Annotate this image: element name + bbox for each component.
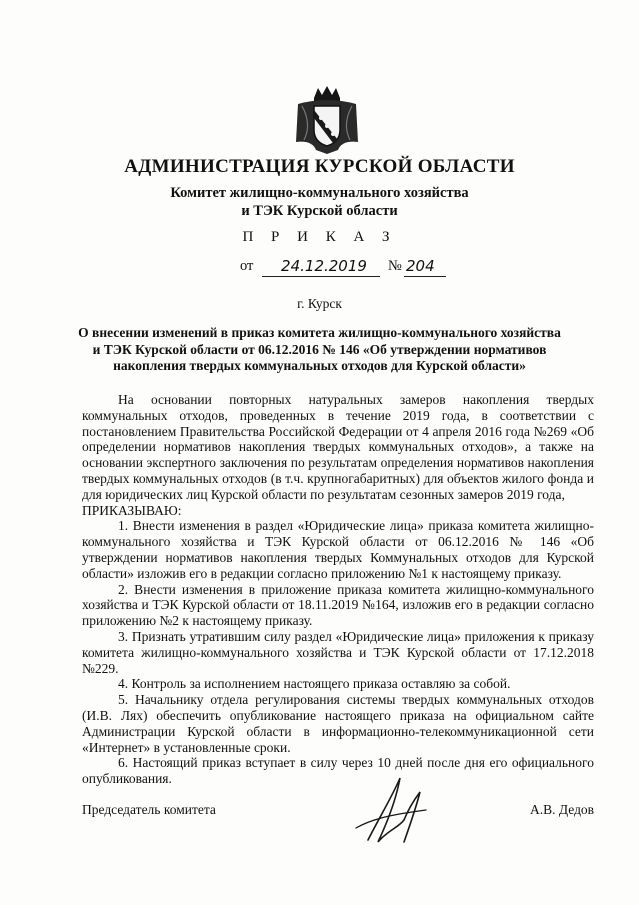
order-word: ПРИКАЗЫВАЮ:: [82, 502, 182, 518]
order-item-6: 6. Настоящий приказ вступает в силу через 10 дней после дня его официального опубликования.: [82, 755, 594, 787]
city: г. Курск: [297, 296, 342, 311]
order-date: 24.12.2019: [281, 257, 367, 275]
title-line-1: О внесении изменений в приказ комитета жилищно-коммунального хозяйства: [78, 325, 561, 340]
order-item-2: 2. Внести изменения в приложение приказа комитета жилищно-коммунального хозяйства и ТЭК Курской области от 18.11.2019 №164, изложив его в редакции согласно приложению №2 к настоящему приказу.: [82, 581, 594, 629]
signatory-name: А.В. Дедов: [530, 802, 595, 817]
committee-line-2: и ТЭК Курской области: [241, 203, 398, 219]
order-body: [82, 392, 594, 787]
order-number: 204: [406, 257, 435, 275]
title-line-3: накопления твердых коммунальных отходов для Курской области»: [113, 358, 526, 373]
title-line-2: и ТЭК Курской области от 06.12.2016 № 146 «Об утверждении нормативов: [92, 341, 547, 357]
order-item-4: 4. Контроль за исполнением настоящего приказа оставляю за собой.: [118, 676, 511, 692]
committee-line-1: Комитет жилищно-коммунального хозяйства: [170, 185, 469, 201]
committee-name: [0, 184, 639, 220]
administration-title: АДМИНИСТРАЦИЯ КУРСКОЙ ОБЛАСТИ: [124, 156, 515, 177]
order-item-5: 5. Начальнику отдела регулирования системы твердых коммунальных отходов (И.В. Лях) обеспечить опубликование настоящего приказа на официальном сайте Администрации Курской области в информационно-телекоммуникационной сети «Интернет» в установленные сроки.: [82, 692, 594, 755]
order-date-label: от: [240, 258, 254, 274]
handwritten-signature: [338, 770, 438, 855]
order-item-3: 3. Признать утратившим силу раздел «Юридические лица» приложения к приказу комитета жилищно-коммунального хозяйства и ТЭК Курской области от 17.12.2018 №229.: [82, 628, 594, 676]
kursk-coat-of-arms-icon: [292, 84, 362, 156]
date-underline: [262, 276, 380, 277]
order-title: [0, 325, 639, 375]
number-underline: [404, 276, 446, 277]
order-item-1: 1. Внести изменения в раздел «Юридические лица» приказа комитета жилищно-коммунального хозяйства и ТЭК Курской области от 06.12.2016 № 146 «Об утверждении нормативов накопления твердых Коммунальных отходов для Курской области» изложив его в редакции согласно приложению №1 к настоящему приказу.: [82, 518, 594, 581]
document-type: П Р И К А З: [242, 229, 397, 245]
signatory-position: Председатель комитета: [82, 802, 216, 817]
order-number-label: №: [388, 258, 402, 274]
preamble: На основании повторных натуральных замеров накопления твердых коммунальных отходов, проведенных в течение 2019 года, в соответствии с постановлением Правительства Российской Федерации от 4 апреля 2016 года №269 «Об определении нормативов накопления твердых коммунальных отходов», а также на основании экспертного заключения по результатам определения нормативов накопления твердых коммунальных отходов (в т.ч. крупногабаритных) для объектов жилого фонда и для юридических лиц Курской области по результатам сезонных замеров 2019 года,: [82, 392, 594, 502]
